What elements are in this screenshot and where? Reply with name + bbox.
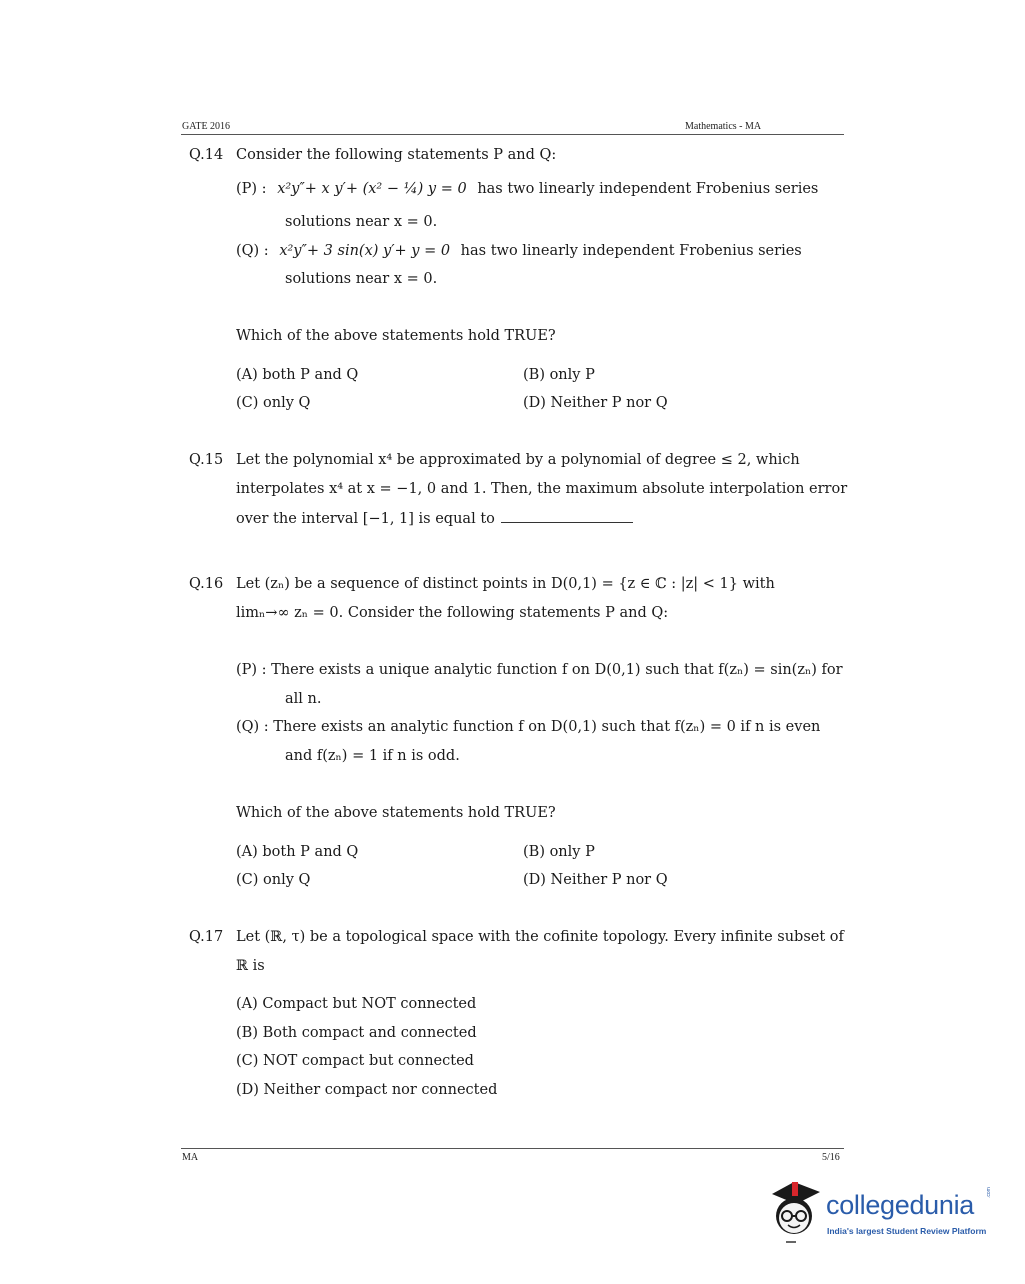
logo-wordmark: collegedunia: [826, 1190, 975, 1220]
q14-q-label: (Q) :: [236, 243, 269, 259]
q15-line-2: interpolates x⁴ at x = −1, 0 and 1. Then, the maximum absolute interpolation error: [236, 481, 848, 497]
q15-number: Q.15: [189, 452, 224, 468]
q16-option-c: (C) only Q: [236, 872, 311, 888]
q16-option-b: (B) only P: [523, 844, 595, 860]
mascot-icon: [766, 1176, 826, 1246]
collegedunia-logo: [766, 1176, 996, 1246]
q16-p-continuation: all n.: [285, 691, 322, 707]
q17-option-d: (D) Neither compact nor connected: [236, 1082, 498, 1098]
q15-answer-blank: [501, 510, 633, 523]
q16-p-statement: (P) : There exists a unique analytic function f on D(0,1) such that f(zₙ) = sin(zₙ) for: [236, 662, 843, 678]
footer-left: MA: [182, 1152, 199, 1163]
q14-q-equation: x²y″+ 3 sin(x) y′+ y = 0: [279, 243, 451, 259]
q14-option-a: (A) both P and Q: [236, 367, 359, 383]
footer-page-number: 5/16: [822, 1152, 840, 1163]
q16-option-a: (A) both P and Q: [236, 844, 359, 860]
q17-line-1: Let (ℝ, τ) be a topological space with the cofinite topology. Every infinite subset of: [236, 929, 844, 945]
q17-option-a: (A) Compact but NOT connected: [236, 996, 477, 1012]
q16-q-statement: (Q) : There exists an analytic function f on D(0,1) such that f(zₙ) = 0 if n is even: [236, 719, 821, 735]
q14-p-statement: [236, 181, 818, 197]
q14-p-equation: x²y″+ x y′+ (x² − ¼) y = 0: [277, 181, 467, 197]
q14-stem: Consider the following statements P and Q:: [236, 147, 557, 163]
q16-q-continuation: and f(zₙ) = 1 if n is odd.: [285, 748, 460, 764]
header-right: Mathematics - MA: [685, 121, 762, 132]
q14-p-rest: has two linearly independent Frobenius series: [477, 181, 819, 197]
q17-number: Q.17: [189, 929, 224, 945]
q14-p-label: (P) :: [236, 181, 267, 197]
q14-q-continuation: solutions near x = 0.: [285, 271, 438, 287]
q14-p-continuation: solutions near x = 0.: [285, 214, 438, 230]
q17-option-b: (B) Both compact and connected: [236, 1025, 477, 1041]
logo-tagline: India's largest Student Review Platform: [827, 1226, 987, 1236]
q16-ask: Which of the above statements hold TRUE?: [236, 805, 556, 821]
q16-number: Q.16: [189, 576, 224, 592]
q14-option-b: (B) only P: [523, 367, 595, 383]
q14-number: Q.14: [189, 147, 224, 163]
q14-q-statement: [236, 243, 802, 259]
q16-line-2: limₙ→∞ zₙ = 0. Consider the following statements P and Q:: [236, 605, 669, 621]
q14-q-rest: has two linearly independent Frobenius series: [460, 243, 802, 259]
q15-line-3: [236, 510, 633, 527]
q14-option-c: (C) only Q: [236, 395, 311, 411]
q14-option-d: (D) Neither P nor Q: [523, 395, 668, 411]
logo-dot-com: .com: [986, 1187, 992, 1198]
q15-line-1: Let the polynomial x⁴ be approximated by a polynomial of degree ≤ 2, which: [236, 452, 800, 468]
header-rule: [181, 134, 844, 135]
q17-option-c: (C) NOT compact but connected: [236, 1053, 474, 1069]
footer-rule: [181, 1148, 844, 1149]
q14-ask: Which of the above statements hold TRUE?: [236, 328, 556, 344]
q16-option-d: (D) Neither P nor Q: [523, 872, 668, 888]
header-left: GATE 2016: [182, 121, 231, 132]
q15-line-3-text: over the interval [−1, 1] is equal to: [236, 511, 495, 527]
q17-line-2: ℝ is: [236, 958, 265, 974]
q16-line-1: Let (zₙ) be a sequence of distinct points in D(0,1) = {z ∈ ℂ : |z| < 1} with: [236, 576, 775, 592]
